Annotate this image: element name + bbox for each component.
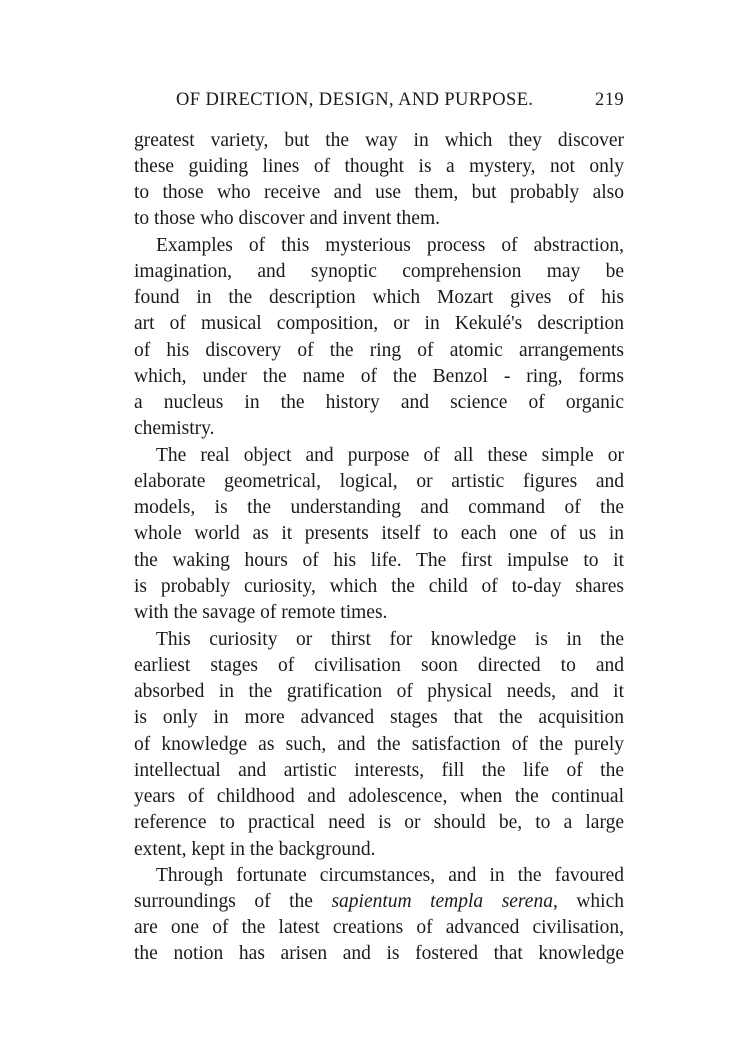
text-line: which, under the name of the Benzol - ring, forms — [134, 366, 624, 387]
text-line: a nucleus in the history and science of organic — [134, 392, 624, 413]
text-line: of his discovery of the ring of atomic arrangements — [134, 340, 624, 361]
text-line: to those who receive and use them, but probably also — [134, 182, 624, 203]
text-line: Through fortunate circumstances, and in the favoured — [156, 865, 624, 886]
text-line: of knowledge as such, and the satisfaction of the purely — [134, 734, 624, 755]
running-head — [134, 90, 624, 114]
page-number: 219 — [595, 90, 624, 110]
text-line: Examples of this mysterious process of abstraction, — [156, 235, 624, 256]
text-line: extent, kept in the background. — [134, 839, 376, 860]
text-line: the waking hours of his life. The first impulse to it — [134, 550, 624, 571]
text-line: reference to practical need is or should be, to a large — [134, 812, 624, 833]
text-line: whole world as it presents itself to each one of us in — [134, 523, 624, 544]
text-line: chemistry. — [134, 418, 215, 439]
text-line: The real object and purpose of all these simple or — [156, 445, 624, 466]
running-title: OF DIRECTION, DESIGN, AND PURPOSE. — [176, 90, 534, 110]
text-line: absorbed in the gratification of physical needs, and it — [134, 681, 624, 702]
text-line: This curiosity or thirst for knowledge is in the — [156, 629, 624, 650]
text-line: with the savage of remote times. — [134, 602, 388, 623]
text-line: greatest variety, but the way in which they discover — [134, 130, 624, 151]
italic-phrase: sapientum templa serena, — [331, 891, 558, 912]
text-line: years of childhood and adolescence, when the continual — [134, 786, 624, 807]
text-line: intellectual and artistic interests, fill the life of the — [134, 760, 624, 781]
text-line: imagination, and synoptic comprehension may be — [134, 261, 624, 282]
text-line: found in the description which Mozart gives of his — [134, 287, 624, 308]
text-line — [134, 889, 624, 915]
text-line: art of musical composition, or in Kekulé's description — [134, 313, 624, 334]
text-line: the notion has arisen and is fostered that knowledge — [134, 943, 624, 964]
text-line: is only in more advanced stages that the acquisition — [134, 707, 624, 728]
text-line: elaborate geometrical, logical, or artistic figures and — [134, 471, 624, 492]
text-line: is probably curiosity, which the child of to-day shares — [134, 576, 624, 597]
text-line: earliest stages of civilisation soon directed to and — [134, 655, 624, 676]
text-line: are one of the latest creations of advanced civilisation, — [134, 917, 624, 938]
text-span: surroundings of the — [134, 891, 332, 912]
text-line: to those who discover and invent them. — [134, 208, 440, 229]
text-line: these guiding lines of thought is a mystery, not only — [134, 156, 624, 177]
text-span: which — [557, 891, 625, 912]
text-line: models, is the understanding and command of the — [134, 497, 624, 518]
